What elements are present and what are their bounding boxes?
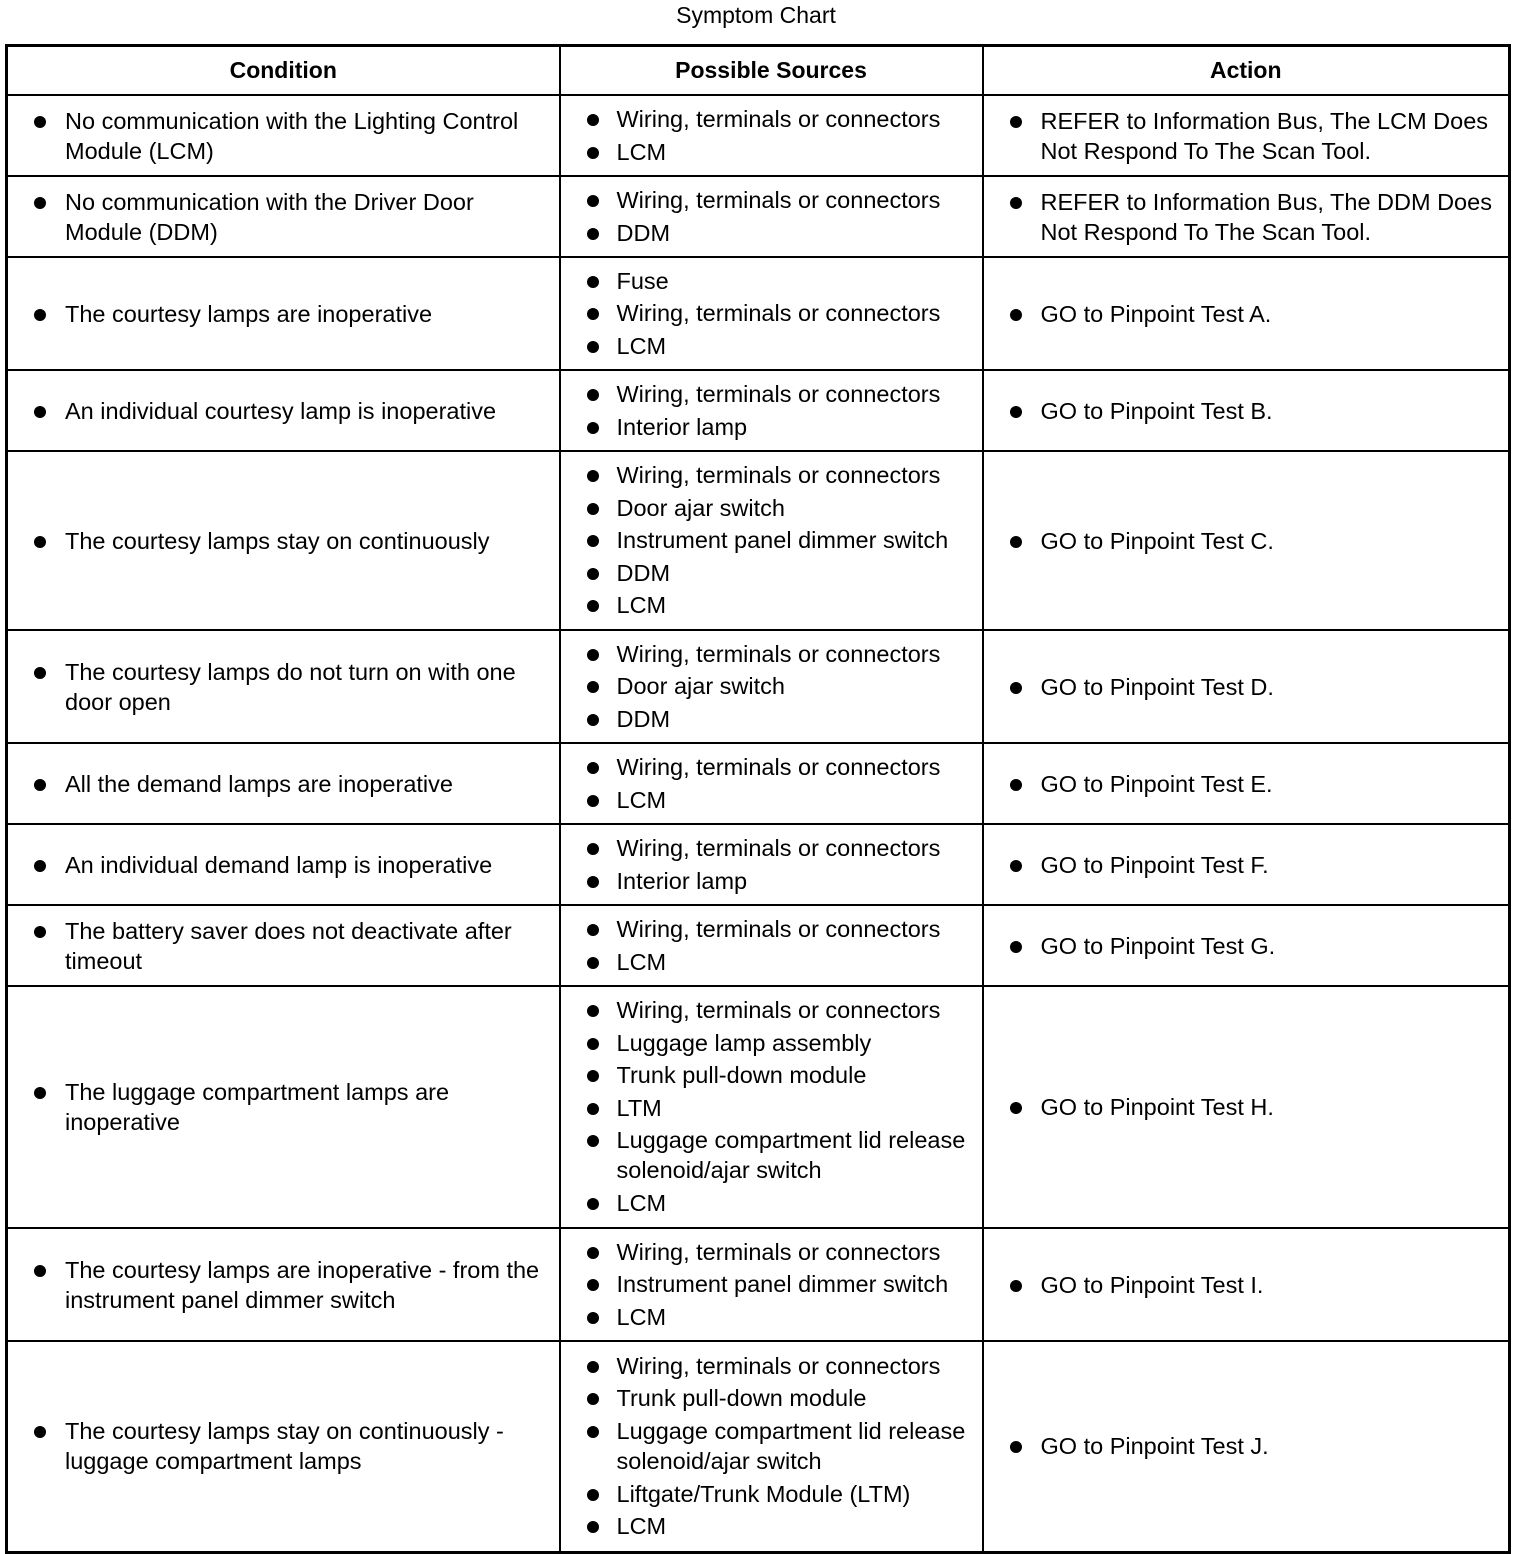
condition-text: The battery saver does not deactivate after timeout [65, 917, 512, 974]
condition-text: The courtesy lamps stay on continuously [65, 527, 490, 554]
action-text: GO to Pinpoint Test E. [1040, 770, 1273, 797]
symptom-chart-table [5, 44, 1511, 1554]
source-text: Wiring, terminals or connectors [616, 916, 941, 942]
bullet-icon [587, 228, 599, 240]
action-text: GO to Pinpoint Test F. [1040, 851, 1269, 878]
bullet-icon [34, 406, 46, 418]
table-row [7, 1341, 1510, 1552]
bullet-icon [587, 1393, 599, 1405]
source-text: Interior lamp [616, 867, 748, 894]
header-action: Action [983, 46, 1510, 96]
list-item [8, 850, 559, 880]
list-item [561, 524, 982, 557]
list-item [984, 106, 1509, 166]
list-item [984, 526, 1509, 556]
list-item [984, 187, 1509, 247]
source-text: Wiring, terminals or connectors [616, 754, 941, 780]
table-row [7, 370, 1510, 451]
table-row [7, 905, 1510, 986]
bullet-icon [34, 116, 46, 128]
sources-cell [560, 370, 983, 451]
condition-cell [7, 824, 560, 905]
list-item [561, 994, 982, 1027]
source-text: LCM [616, 1513, 667, 1540]
list-item [8, 299, 559, 329]
table-row [7, 743, 1510, 824]
condition-cell [7, 451, 560, 630]
action-cell [983, 370, 1510, 451]
condition-cell [7, 257, 560, 370]
bullet-icon [1010, 860, 1022, 872]
bullet-icon [587, 308, 599, 320]
source-text: Trunk pull-down module [616, 1385, 867, 1412]
condition-cell [7, 95, 560, 176]
bullet-icon [587, 924, 599, 936]
table-row [7, 986, 1510, 1228]
list-item [984, 396, 1509, 426]
action-cell [983, 257, 1510, 370]
condition-text: The courtesy lamps are inoperative [65, 300, 433, 327]
source-text: LCM [616, 1190, 667, 1217]
action-text: GO to Pinpoint Test G. [1040, 932, 1276, 959]
bullet-icon [1010, 116, 1022, 128]
source-text: Wiring, terminals or connectors [616, 835, 941, 861]
list-item [8, 526, 559, 556]
source-text: Wiring, terminals or connectors [616, 640, 941, 667]
condition-cell [7, 743, 560, 824]
sources-cell [560, 986, 983, 1228]
list-item [8, 657, 559, 717]
source-text: DDM [616, 559, 671, 586]
list-item [561, 297, 982, 330]
list-item [561, 1092, 982, 1125]
bullet-icon [587, 1426, 599, 1438]
bullet-icon [587, 795, 599, 807]
source-text: Wiring, terminals or connectors [616, 997, 941, 1024]
list-item [8, 1077, 559, 1137]
source-text: LCM [616, 948, 667, 975]
source-text: Instrument panel dimmer switch [616, 1271, 949, 1298]
source-text: LCM [616, 592, 667, 619]
action-text: GO to Pinpoint Test D. [1040, 673, 1274, 700]
bullet-icon [587, 1489, 599, 1501]
list-item [8, 396, 559, 426]
bullet-icon [587, 1247, 599, 1259]
bullet-icon [34, 667, 46, 679]
action-cell [983, 176, 1510, 257]
list-item [561, 703, 982, 736]
list-item [984, 1092, 1509, 1122]
action-text: GO to Pinpoint Test I. [1040, 1271, 1264, 1298]
bullet-icon [587, 276, 599, 288]
source-text: LCM [616, 332, 667, 359]
condition-text: The courtesy lamps are inoperative - from the instrument panel dimmer switch [65, 1256, 540, 1313]
table-row [7, 451, 1510, 630]
bullet-icon [587, 649, 599, 661]
condition-cell [7, 630, 560, 743]
action-text: GO to Pinpoint Test H. [1040, 1094, 1274, 1120]
bullet-icon [34, 1426, 46, 1438]
list-item [561, 1510, 982, 1543]
table-row [7, 176, 1510, 257]
list-item [561, 638, 982, 671]
action-cell [983, 630, 1510, 743]
bullet-icon [587, 195, 599, 207]
bullet-icon [587, 147, 599, 159]
list-item [561, 913, 982, 946]
list-item [561, 184, 982, 217]
list-item [561, 1236, 982, 1269]
bullet-icon [587, 843, 599, 855]
header-row [7, 46, 1510, 96]
table-row [7, 95, 1510, 176]
bullet-icon [587, 681, 599, 693]
action-text: GO to Pinpoint Test B. [1040, 397, 1273, 424]
action-cell [983, 986, 1510, 1228]
condition-cell [7, 370, 560, 451]
list-item [984, 1270, 1509, 1300]
action-cell [983, 1228, 1510, 1341]
bullet-icon [587, 1279, 599, 1291]
bullet-icon [587, 1005, 599, 1017]
list-item [561, 1027, 982, 1060]
action-cell [983, 451, 1510, 630]
bullet-icon [1010, 941, 1022, 953]
bullet-icon [587, 1038, 599, 1050]
list-item [561, 459, 982, 492]
list-item [8, 1255, 559, 1315]
condition-text: The luggage compartment lamps are inoperative [65, 1079, 450, 1135]
sources-cell [560, 1341, 983, 1552]
action-cell [983, 743, 1510, 824]
sources-cell [560, 824, 983, 905]
list-item [984, 1431, 1509, 1461]
source-text: LTM [616, 1094, 662, 1121]
bullet-icon [587, 600, 599, 612]
list-item [561, 557, 982, 590]
list-item [8, 106, 559, 166]
list-item [561, 1382, 982, 1415]
bullet-icon [587, 1135, 599, 1147]
action-text: REFER to Information Bus, The DDM Does Not Respond To The Scan Tool. [1040, 188, 1492, 245]
bullet-icon [587, 503, 599, 515]
bullet-icon [587, 1361, 599, 1373]
list-item [561, 832, 982, 865]
bullet-icon [34, 926, 46, 938]
bullet-icon [1010, 536, 1022, 548]
list-item [984, 850, 1509, 880]
list-item [561, 1059, 982, 1092]
bullet-icon [1010, 682, 1022, 694]
bullet-icon [587, 470, 599, 482]
table-row [7, 1228, 1510, 1341]
list-item [8, 769, 559, 799]
sources-cell [560, 1228, 983, 1341]
bullet-icon [1010, 1102, 1022, 1114]
bullet-icon [587, 535, 599, 547]
condition-text: An individual demand lamp is inoperative [65, 851, 493, 878]
bullet-icon [587, 957, 599, 969]
condition-cell [7, 176, 560, 257]
list-item [8, 187, 559, 247]
source-text: Wiring, terminals or connectors [616, 381, 941, 407]
list-item [561, 946, 982, 979]
condition-text: The courtesy lamps stay on continuously - luggage compartment lamps [65, 1418, 504, 1475]
bullet-icon [1010, 309, 1022, 321]
list-item [984, 299, 1509, 329]
bullet-icon [1010, 406, 1022, 418]
condition-text: All the demand lamps are inoperative [65, 770, 453, 797]
list-item [984, 769, 1509, 799]
bullet-icon [587, 389, 599, 401]
condition-cell [7, 1341, 560, 1552]
bullet-icon [34, 1265, 46, 1277]
action-cell [983, 1341, 1510, 1552]
list-item [561, 865, 982, 898]
source-text: Trunk pull-down module [616, 1062, 867, 1089]
action-cell [983, 824, 1510, 905]
table-row [7, 257, 1510, 370]
list-item [561, 1124, 982, 1187]
source-text: DDM [616, 705, 671, 732]
bullet-icon [1010, 197, 1022, 209]
sources-cell [560, 257, 983, 370]
list-item [561, 136, 982, 169]
source-text: Wiring, terminals or connectors [616, 462, 941, 489]
bullet-icon [587, 876, 599, 888]
source-text: Door ajar switch [616, 494, 785, 521]
list-item [561, 330, 982, 363]
list-item [8, 916, 559, 976]
list-item [561, 103, 982, 136]
source-text: Wiring, terminals or connectors [616, 106, 941, 132]
bullet-icon [587, 422, 599, 434]
list-item [561, 1268, 982, 1301]
list-item [561, 751, 982, 784]
bullet-icon [34, 779, 46, 791]
bullet-icon [1010, 779, 1022, 791]
source-text: Luggage lamp assembly [616, 1029, 872, 1056]
condition-cell [7, 1228, 560, 1341]
table-body [7, 95, 1510, 1552]
bullet-icon [587, 341, 599, 353]
list-item [561, 1301, 982, 1334]
bullet-icon [1010, 1441, 1022, 1453]
list-item [561, 670, 982, 703]
condition-text: The courtesy lamps do not turn on with one door open [65, 658, 516, 715]
sources-cell [560, 176, 983, 257]
source-text: LCM [616, 1303, 667, 1330]
bullet-icon [34, 309, 46, 321]
list-item [984, 931, 1509, 961]
condition-text: No communication with the Lighting Control Module (LCM) [65, 107, 519, 164]
list-item [561, 378, 982, 411]
action-text: GO to Pinpoint Test A. [1040, 300, 1272, 327]
condition-cell [7, 986, 560, 1228]
list-item [561, 1350, 982, 1383]
list-item [8, 1416, 559, 1476]
source-text: Wiring, terminals or connectors [616, 1238, 941, 1265]
sources-cell [560, 451, 983, 630]
source-text: LCM [616, 786, 667, 813]
list-item [561, 589, 982, 622]
source-text: DDM [616, 219, 671, 246]
bullet-icon [34, 1087, 46, 1099]
list-item [561, 1187, 982, 1220]
bullet-icon [587, 1312, 599, 1324]
list-item [561, 411, 982, 444]
header-condition: Condition [7, 46, 560, 96]
source-text: Wiring, terminals or connectors [616, 187, 941, 213]
action-cell [983, 95, 1510, 176]
list-item [561, 784, 982, 817]
bullet-icon [34, 536, 46, 548]
list-item [561, 1478, 982, 1511]
source-text: Liftgate/Trunk Module (LTM) [616, 1480, 911, 1507]
table-row [7, 630, 1510, 743]
bullet-icon [587, 568, 599, 580]
action-text: REFER to Information Bus, The LCM Does Not Respond To The Scan Tool. [1040, 107, 1489, 164]
source-text: Fuse [616, 267, 669, 294]
source-text: Luggage compartment lid release solenoid/ajar switch [616, 1127, 966, 1184]
bullet-icon [34, 197, 46, 209]
bullet-icon [1010, 1280, 1022, 1292]
bullet-icon [587, 714, 599, 726]
action-cell [983, 905, 1510, 986]
list-item [561, 1415, 982, 1478]
sources-cell [560, 905, 983, 986]
bullet-icon [34, 860, 46, 872]
list-item [561, 265, 982, 298]
source-text: Interior lamp [616, 413, 748, 440]
bullet-icon [587, 1103, 599, 1115]
source-text: Instrument panel dimmer switch [616, 527, 949, 554]
sources-cell [560, 95, 983, 176]
sources-cell [560, 743, 983, 824]
header-possible-sources: Possible Sources [560, 46, 983, 96]
condition-cell [7, 905, 560, 986]
source-text: Wiring, terminals or connectors [616, 300, 941, 327]
bullet-icon [587, 1198, 599, 1210]
action-text: GO to Pinpoint Test J. [1040, 1433, 1269, 1460]
list-item [561, 492, 982, 525]
bullet-icon [587, 1070, 599, 1082]
list-item [561, 217, 982, 250]
source-text: Door ajar switch [616, 673, 785, 700]
list-item [984, 672, 1509, 702]
bullet-icon [587, 1521, 599, 1533]
condition-text: An individual courtesy lamp is inoperative [65, 397, 497, 424]
source-text: Luggage compartment lid release solenoid/ajar switch [616, 1417, 966, 1474]
bullet-icon [587, 762, 599, 774]
bullet-icon [587, 114, 599, 126]
sources-cell [560, 630, 983, 743]
condition-text: No communication with the Driver Door Module (DDM) [65, 188, 474, 245]
table-row [7, 824, 1510, 905]
source-text: LCM [616, 138, 667, 165]
source-text: Wiring, terminals or connectors [616, 1352, 941, 1379]
page-title: Symptom Chart [676, 2, 836, 28]
action-text: GO to Pinpoint Test C. [1040, 527, 1274, 554]
